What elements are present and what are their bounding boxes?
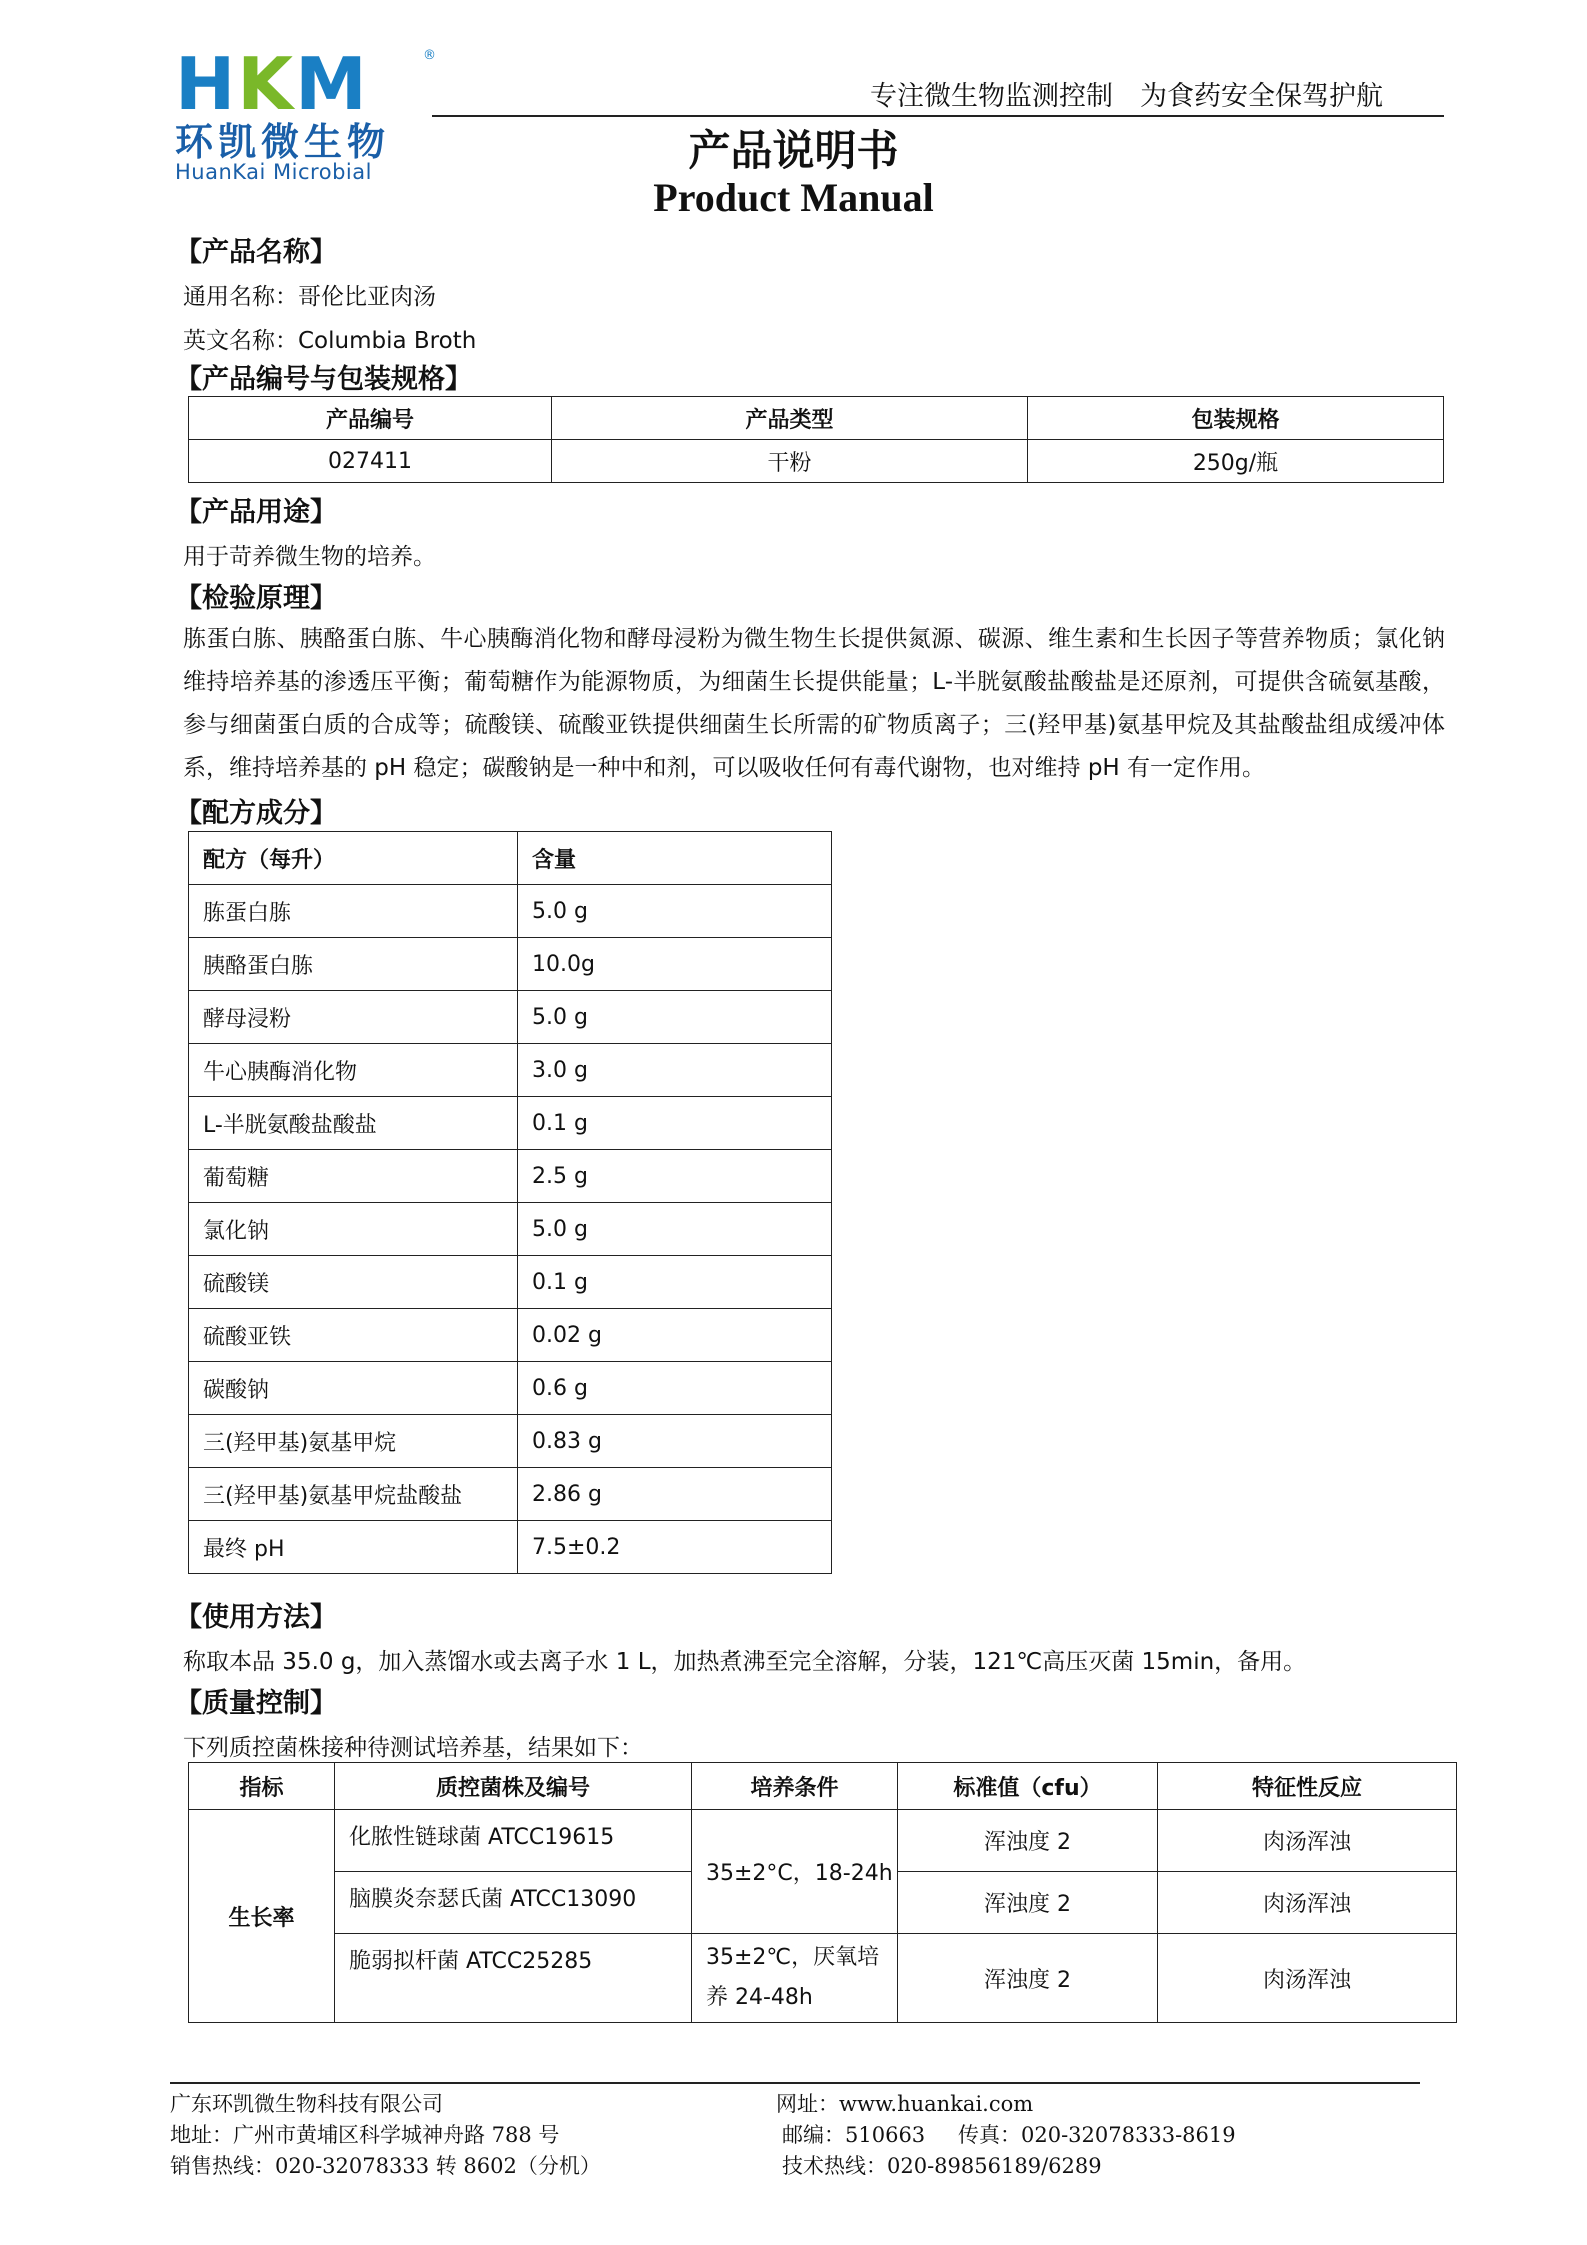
qc-reaction: 肉汤浑浊	[1158, 1934, 1457, 2023]
ingredient-name: 酵母浸粉	[189, 991, 518, 1044]
logo-english-name: HuanKai Microbial	[175, 160, 372, 184]
ingredient-name: 牛心胰酶消化物	[189, 1044, 518, 1097]
ingredient-amount: 2.86 g	[518, 1468, 832, 1521]
ingredient-amount: 5.0 g	[518, 1203, 832, 1256]
table-row	[189, 1934, 1457, 2023]
product-code: 027411	[189, 440, 552, 483]
method-text: 称取本品 35.0 g，加入蒸馏水或去离子水 1 L，加热煮沸至完全溶解，分装，121℃高压灭菌 15min，备用。	[183, 1649, 1307, 1675]
section-heading-method: 【使用方法】	[175, 1602, 337, 1633]
ingredient-amount: 2.5 g	[518, 1150, 832, 1203]
qc-condition: 35±2℃，厌氧培养 24-48h	[692, 1934, 898, 2023]
table-header-cell: 产品类型	[552, 397, 1028, 440]
section-heading-usage: 【产品用途】	[175, 497, 337, 528]
ingredient-name: 葡萄糖	[189, 1150, 518, 1203]
table-row	[189, 885, 832, 938]
qc-indicator: 生长率	[189, 1810, 335, 2023]
table-row	[189, 1810, 1457, 1872]
footer-company: 广东环凯微生物科技有限公司	[170, 2092, 443, 2116]
table-header-cell: 特征性反应	[1158, 1763, 1457, 1810]
table-header-cell: 质控菌株及编号	[335, 1763, 692, 1810]
qc-strain: 脑膜炎奈瑟氏菌 ATCC13090	[335, 1872, 692, 1934]
ingredient-name: L-半胱氨酸盐酸盐	[189, 1097, 518, 1150]
logo-chinese-name: 环凯微生物	[175, 120, 391, 164]
document-title-en: Product Manual	[653, 175, 934, 220]
qc-reaction: 肉汤浑浊	[1158, 1872, 1457, 1934]
formula-rows	[189, 885, 832, 1574]
table-row	[189, 1309, 832, 1362]
section-heading-product-name: 【产品名称】	[175, 237, 337, 268]
table-row	[189, 1097, 832, 1150]
qc-reaction: 肉汤浑浊	[1158, 1810, 1457, 1872]
table-row	[189, 1521, 832, 1574]
table-header-cell: 含量	[518, 832, 832, 885]
ingredient-name: 三(羟甲基)氨基甲烷	[189, 1415, 518, 1468]
ingredient-amount: 0.1 g	[518, 1256, 832, 1309]
usage-text: 用于苛养微生物的培养。	[183, 544, 436, 570]
qc-strain: 化脓性链球菌 ATCC19615	[335, 1810, 692, 1872]
qc-standard: 浑浊度 2	[898, 1810, 1158, 1872]
ingredient-amount: 0.1 g	[518, 1097, 832, 1150]
table-row	[189, 991, 832, 1044]
table-header-cell: 包装规格	[1028, 397, 1444, 440]
ingredient-name: 最终 pH	[189, 1521, 518, 1574]
table-header-row	[189, 832, 832, 885]
ingredient-name: 三(羟甲基)氨基甲烷盐酸盐	[189, 1468, 518, 1521]
table-row	[189, 1150, 832, 1203]
ingredient-name: 氯化钠	[189, 1203, 518, 1256]
table-row	[189, 1044, 832, 1097]
footer-sales-hotline: 销售热线：020-32078333 转 8602（分机）	[170, 2154, 601, 2178]
table-row	[189, 1362, 832, 1415]
qc-standard: 浑浊度 2	[898, 1934, 1158, 2023]
ingredient-amount: 7.5±0.2	[518, 1521, 832, 1574]
table-header-row	[189, 1763, 1457, 1810]
qc-table	[188, 1762, 1457, 2023]
table-header-row	[189, 397, 1444, 440]
footer-tech-hotline: 技术热线：020-89856189/6289	[782, 2154, 1102, 2178]
ingredient-name: 胨蛋白胨	[189, 885, 518, 938]
footer-fax: 传真：020-32078333-8619	[958, 2123, 1236, 2147]
formula-table	[188, 831, 832, 1574]
section-heading-formula: 【配方成分】	[175, 798, 337, 829]
english-name: 英文名称：Columbia Broth	[183, 328, 477, 354]
header-divider	[432, 115, 1444, 117]
ingredient-name: 硫酸亚铁	[189, 1309, 518, 1362]
table-row	[189, 1468, 832, 1521]
section-heading-principle: 【检验原理】	[175, 583, 337, 614]
table-row	[189, 440, 1444, 483]
table-header-cell: 产品编号	[189, 397, 552, 440]
footer-website[interactable]: 网址：www.huankai.com	[776, 2092, 1034, 2116]
qc-standard: 浑浊度 2	[898, 1872, 1158, 1934]
slogan: 专注微生物监测控制 为食药安全保驾护航	[870, 81, 1383, 112]
ingredient-amount: 5.0 g	[518, 885, 832, 938]
ingredient-name: 碳酸钠	[189, 1362, 518, 1415]
package-table	[188, 396, 1444, 483]
ingredient-amount: 10.0g	[518, 938, 832, 991]
logo-letters: H K M	[175, 42, 369, 126]
table-header-cell: 标准值（cfu）	[898, 1763, 1158, 1810]
footer-divider	[170, 2082, 1420, 2084]
qc-condition: 35±2°C，18-24h	[692, 1810, 898, 1934]
table-header-cell: 培养条件	[692, 1763, 898, 1810]
document-title: 产品说明书	[688, 126, 899, 175]
ingredient-amount: 5.0 g	[518, 991, 832, 1044]
registered-mark: ®	[423, 48, 436, 63]
table-row	[189, 1203, 832, 1256]
ingredient-name: 硫酸镁	[189, 1256, 518, 1309]
ingredient-amount: 3.0 g	[518, 1044, 832, 1097]
table-row	[189, 938, 832, 991]
footer-postcode: 邮编：510663	[782, 2123, 926, 2147]
ingredient-amount: 0.02 g	[518, 1309, 832, 1362]
ingredient-amount: 0.83 g	[518, 1415, 832, 1468]
footer-address: 地址：广州市黄埔区科学城神舟路 788 号	[170, 2123, 560, 2147]
qc-strain: 脆弱拟杆菌 ATCC25285	[335, 1934, 692, 2023]
table-header-cell: 配方（每升）	[189, 832, 518, 885]
package-spec: 250g/瓶	[1028, 440, 1444, 483]
principle-text: 胨蛋白胨、胰酪蛋白胨、牛心胰酶消化物和酵母浸粉为微生物生长提供氮源、碳源、维生素和生长因子等营养物质；氯化钠维持培养基的渗透压平衡；葡萄糖作为能源物质，为细菌生长提供能量；L-半胱氨酸盐酸盐是还原剂，可提供含硫氨基酸，参与细菌蛋白质的合成等；硫酸镁、硫酸亚铁提供细菌生长所需的矿物质离子；三(羟甲基)氨基甲烷及其盐酸盐组成缓冲体系，维持培养基的 pH 稳定；碳酸钠是一种中和剂，可以吸收任何有毒代谢物，也对维持 pH 有一定作用。	[183, 626, 1445, 781]
qc-intro: 下列质控菌株接种待测试培养基，结果如下：	[183, 1735, 643, 1761]
section-heading-qc: 【质量控制】	[175, 1688, 337, 1719]
table-header-cell: 指标	[189, 1763, 335, 1810]
product-type: 干粉	[552, 440, 1028, 483]
ingredient-amount: 0.6 g	[518, 1362, 832, 1415]
generic-name: 通用名称：哥伦比亚肉汤	[183, 284, 436, 310]
ingredient-name: 胰酪蛋白胨	[189, 938, 518, 991]
section-heading-package: 【产品编号与包装规格】	[175, 364, 472, 395]
table-row	[189, 1256, 832, 1309]
table-row	[189, 1415, 832, 1468]
